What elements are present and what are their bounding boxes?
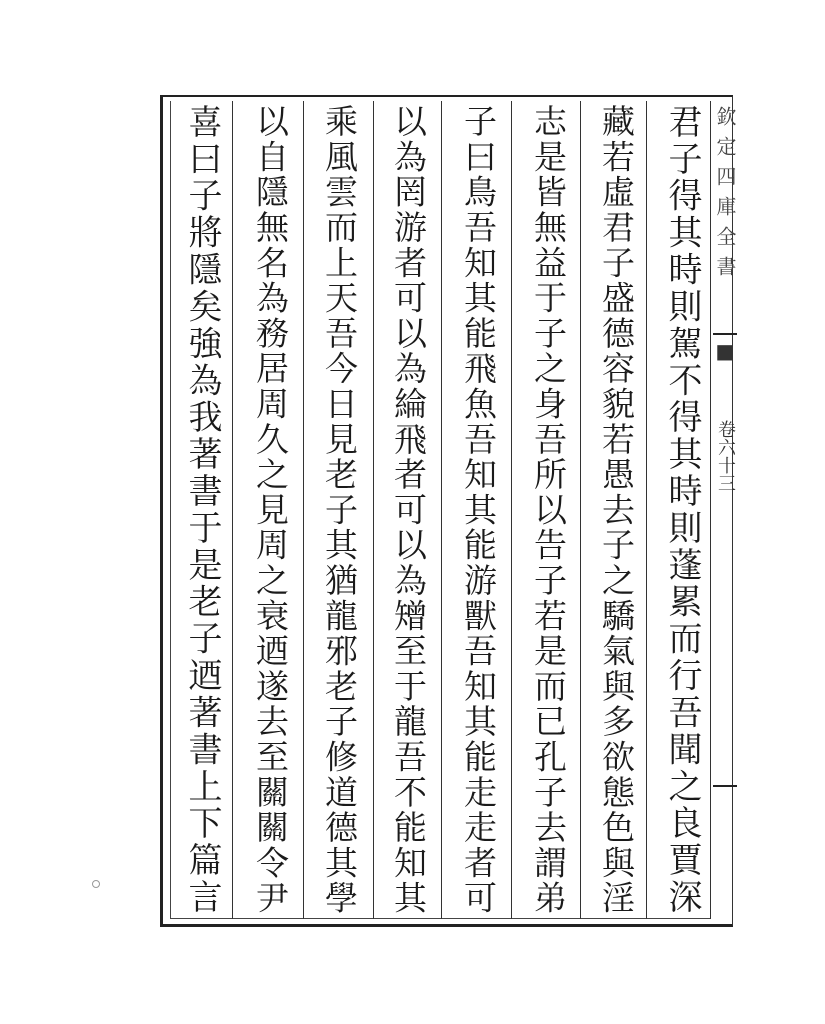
column-rule xyxy=(303,101,304,919)
text-column-8: 喜曰子將隱矣強為我著書于是老子迺著書上下篇言 xyxy=(182,104,222,916)
column-rule xyxy=(646,101,647,919)
column-rule xyxy=(580,101,581,919)
margin-header: 欽定四庫全書 xyxy=(713,106,737,286)
fishtail-mark: ■ xyxy=(715,339,735,363)
column-rule xyxy=(710,101,711,919)
text-column-3: 志是皆無益于子之身吾所以告子若是而已孔子去謂弟 xyxy=(529,104,568,916)
column-rule xyxy=(441,101,442,919)
text-column-6: 乘風雲而上天吾今日見老子其猶龍邪老子修道德其學 xyxy=(320,104,359,916)
text-column-2: 藏若虛君子盛德容貌若愚去子之驕氣與多欲態色與淫 xyxy=(597,104,636,916)
column-rule xyxy=(232,101,233,919)
column-rule xyxy=(511,101,512,919)
fishtail-bottom xyxy=(713,785,737,787)
volume-number: 卷六十三 xyxy=(715,420,736,492)
text-column-4: 子曰鳥吾知其能飛魚吾知其能游獸吾知其能走走者可 xyxy=(459,104,498,916)
text-column-5: 以為罔游者可以為綸飛者可以為矰至于龍吾不能知其 xyxy=(389,104,428,916)
text-column-7: 以自隱無名為務居周久之見周之衰迺遂去至關關令尹 xyxy=(251,104,290,916)
column-rule xyxy=(373,101,374,919)
scan-speck xyxy=(92,880,100,888)
fishtail-top xyxy=(713,333,737,335)
text-column-1: 君子得其時則駕不得其時則蓬累而行吾聞之良賈深 xyxy=(662,104,702,916)
